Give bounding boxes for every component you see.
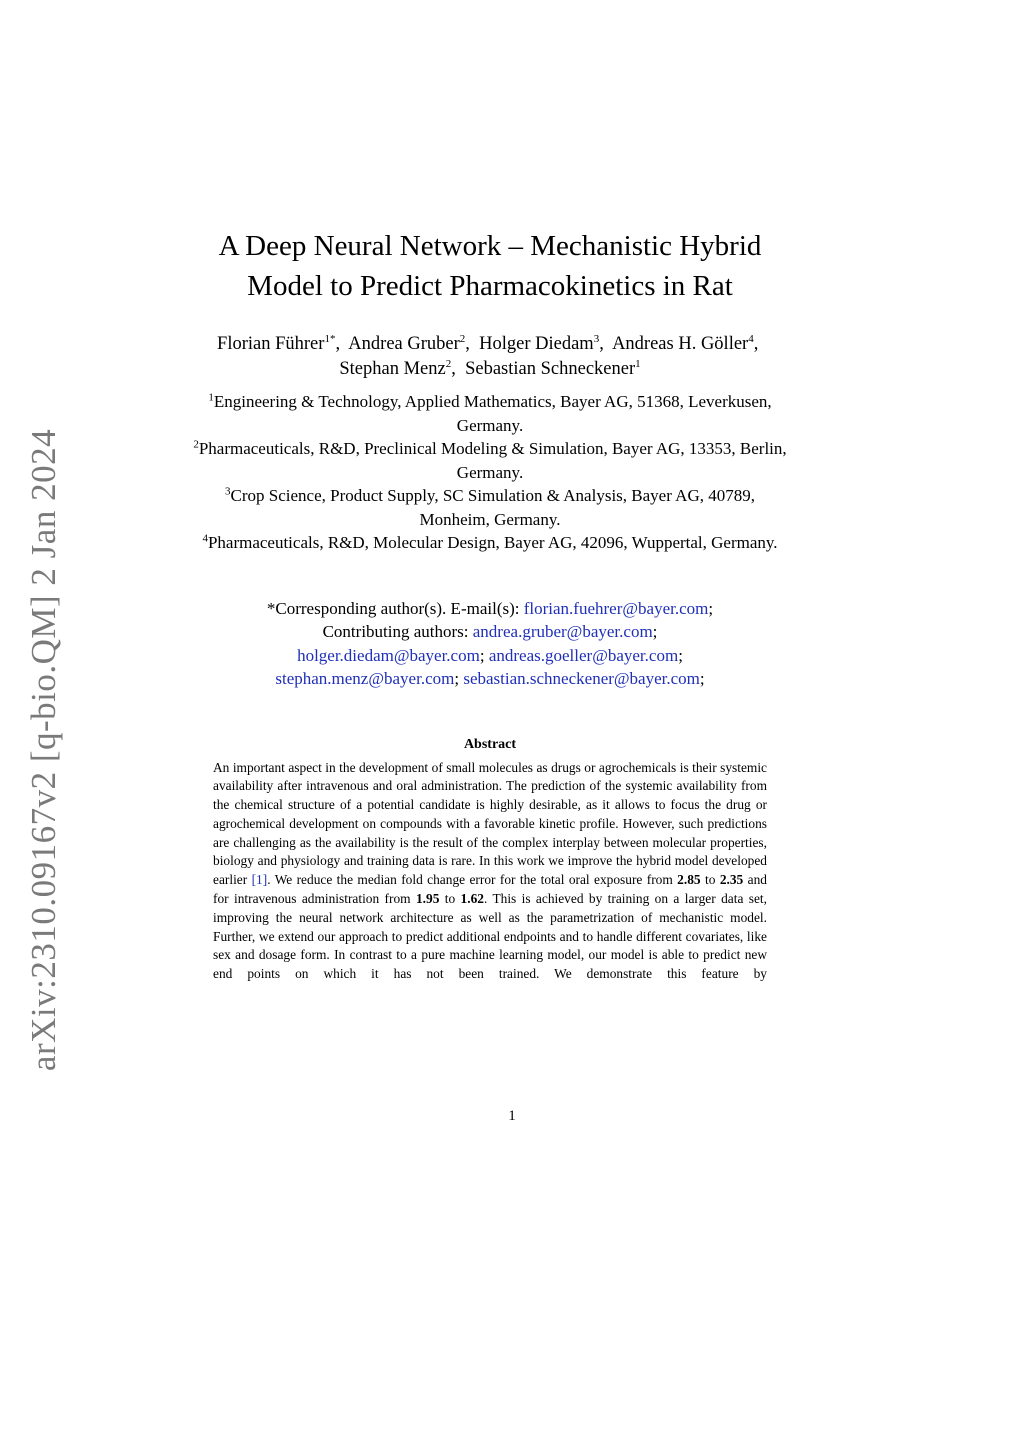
contact-info	[190, 597, 790, 691]
corresponding-author-line: *Corresponding author(s). E-mail(s): florian.fuehrer@bayer.com;	[266, 598, 714, 618]
email-link[interactable]: holger.diedam@bayer.com	[297, 645, 480, 665]
affiliation: $^1$Engineering & Technology, Applied Mathematics, Bayer AG, 51368, Leverkusen, Germany.	[208, 391, 772, 435]
title-page	[190, 226, 790, 984]
email-link[interactable]: andreas.goeller@bayer.com	[488, 645, 679, 665]
abstract-heading: Abstract	[463, 736, 517, 752]
affiliation: $^4$Pharmaceuticals, R&D, Molecular Design, Bayer AG, 42096, Wuppertal, Germany.	[202, 532, 778, 552]
paper-title	[190, 226, 790, 306]
author: Florian Führer$^{1*}$	[217, 332, 336, 354]
email-link[interactable]: stephan.menz@bayer.com	[275, 669, 455, 688]
affiliation: $^3$Crop Science, Product Supply, SC Simulation & Analysis, Bayer AG, 40789, Monheim, Germany.	[225, 485, 755, 529]
email-link[interactable]: sebastian.schneckener@bayer.com	[463, 669, 700, 688]
title-line-2: Model to Predict Pharmacokinetics in Rat	[247, 270, 733, 302]
title-line-1: A Deep Neural Network – Mechanistic Hybrid	[218, 230, 762, 262]
author: Holger Diedam$^3$	[479, 332, 600, 354]
citation-link[interactable]: [1]	[251, 872, 268, 888]
iv-error-before: 1.95	[415, 891, 440, 907]
page-number: 1	[508, 1108, 516, 1124]
oral-error-before: 2.85	[677, 872, 701, 888]
corresponding-email-link[interactable]: florian.fuehrer@bayer.com	[523, 598, 709, 618]
abstract-text: An important aspect in the development of small molecules as drugs or agrochemicals is their systemic availability after intravenous and oral administration. The prediction of the systemic availability from the chemical structure of a potential candidate is highly desirable, as it allows to focus the drug or agrochemical development on compounds with a favorable kinetic profile. However, such predictions are challenging as the availability is the result of the complex interplay between molecular properties, biology and physiology and training data is rare. In this work we improve the hybrid model developed earlier [1]. We reduce the median fold change error for the total oral exposure from 2.85 to 2.35 and for intravenous administration from 1.95 to 1.62. This is achieved by training on a larger data set, improving the neural network architecture as well as the parametrization of mechanistic model. Further, we extend our approach to predict additional endpoints and to handle different covariates, like sex and dosage form. In contrast to a pure machine learning model, our model is able to predict new end points on which it has not been trained. We demonstrate this feature by	[213, 759, 767, 982]
affiliation-list	[190, 390, 790, 555]
author: Sebastian Schneckener$^1$	[465, 357, 641, 379]
contributing-authors-line: Contributing authors: andrea.gruber@bayer.com;	[322, 622, 658, 641]
affiliation: $^2$Pharmaceuticals, R&D, Preclinical Modeling & Simulation, Bayer AG, 13353, Berlin, Germany.	[193, 438, 787, 482]
arxiv-identifier-stamp: arXiv:2310.09167v2 [q-bio.QM] 2 Jan 2024	[24, 428, 63, 1072]
author: Andreas H. Göller$^4$	[612, 332, 754, 354]
abstract-section	[213, 737, 767, 985]
iv-error-after: 1.62	[460, 891, 484, 907]
author-list: Florian Führer$^{1*}$, Andrea Gruber$^2$, Holger Diedam$^3$, Andreas H. Göller$^4$, Stephan Menz$^2$, Sebastian Schneckener$^1$	[217, 332, 763, 379]
oral-error-after: 2.35	[719, 872, 744, 888]
author: Stephan Menz$^2$	[339, 357, 452, 379]
author: Andrea Gruber$^2$	[348, 332, 466, 354]
email-line: holger.diedam@bayer.com; andreas.goeller@bayer.com;	[297, 645, 683, 665]
email-link[interactable]: andrea.gruber@bayer.com	[472, 622, 653, 641]
email-line: stephan.menz@bayer.com; sebastian.schneckener@bayer.com;	[275, 669, 705, 688]
